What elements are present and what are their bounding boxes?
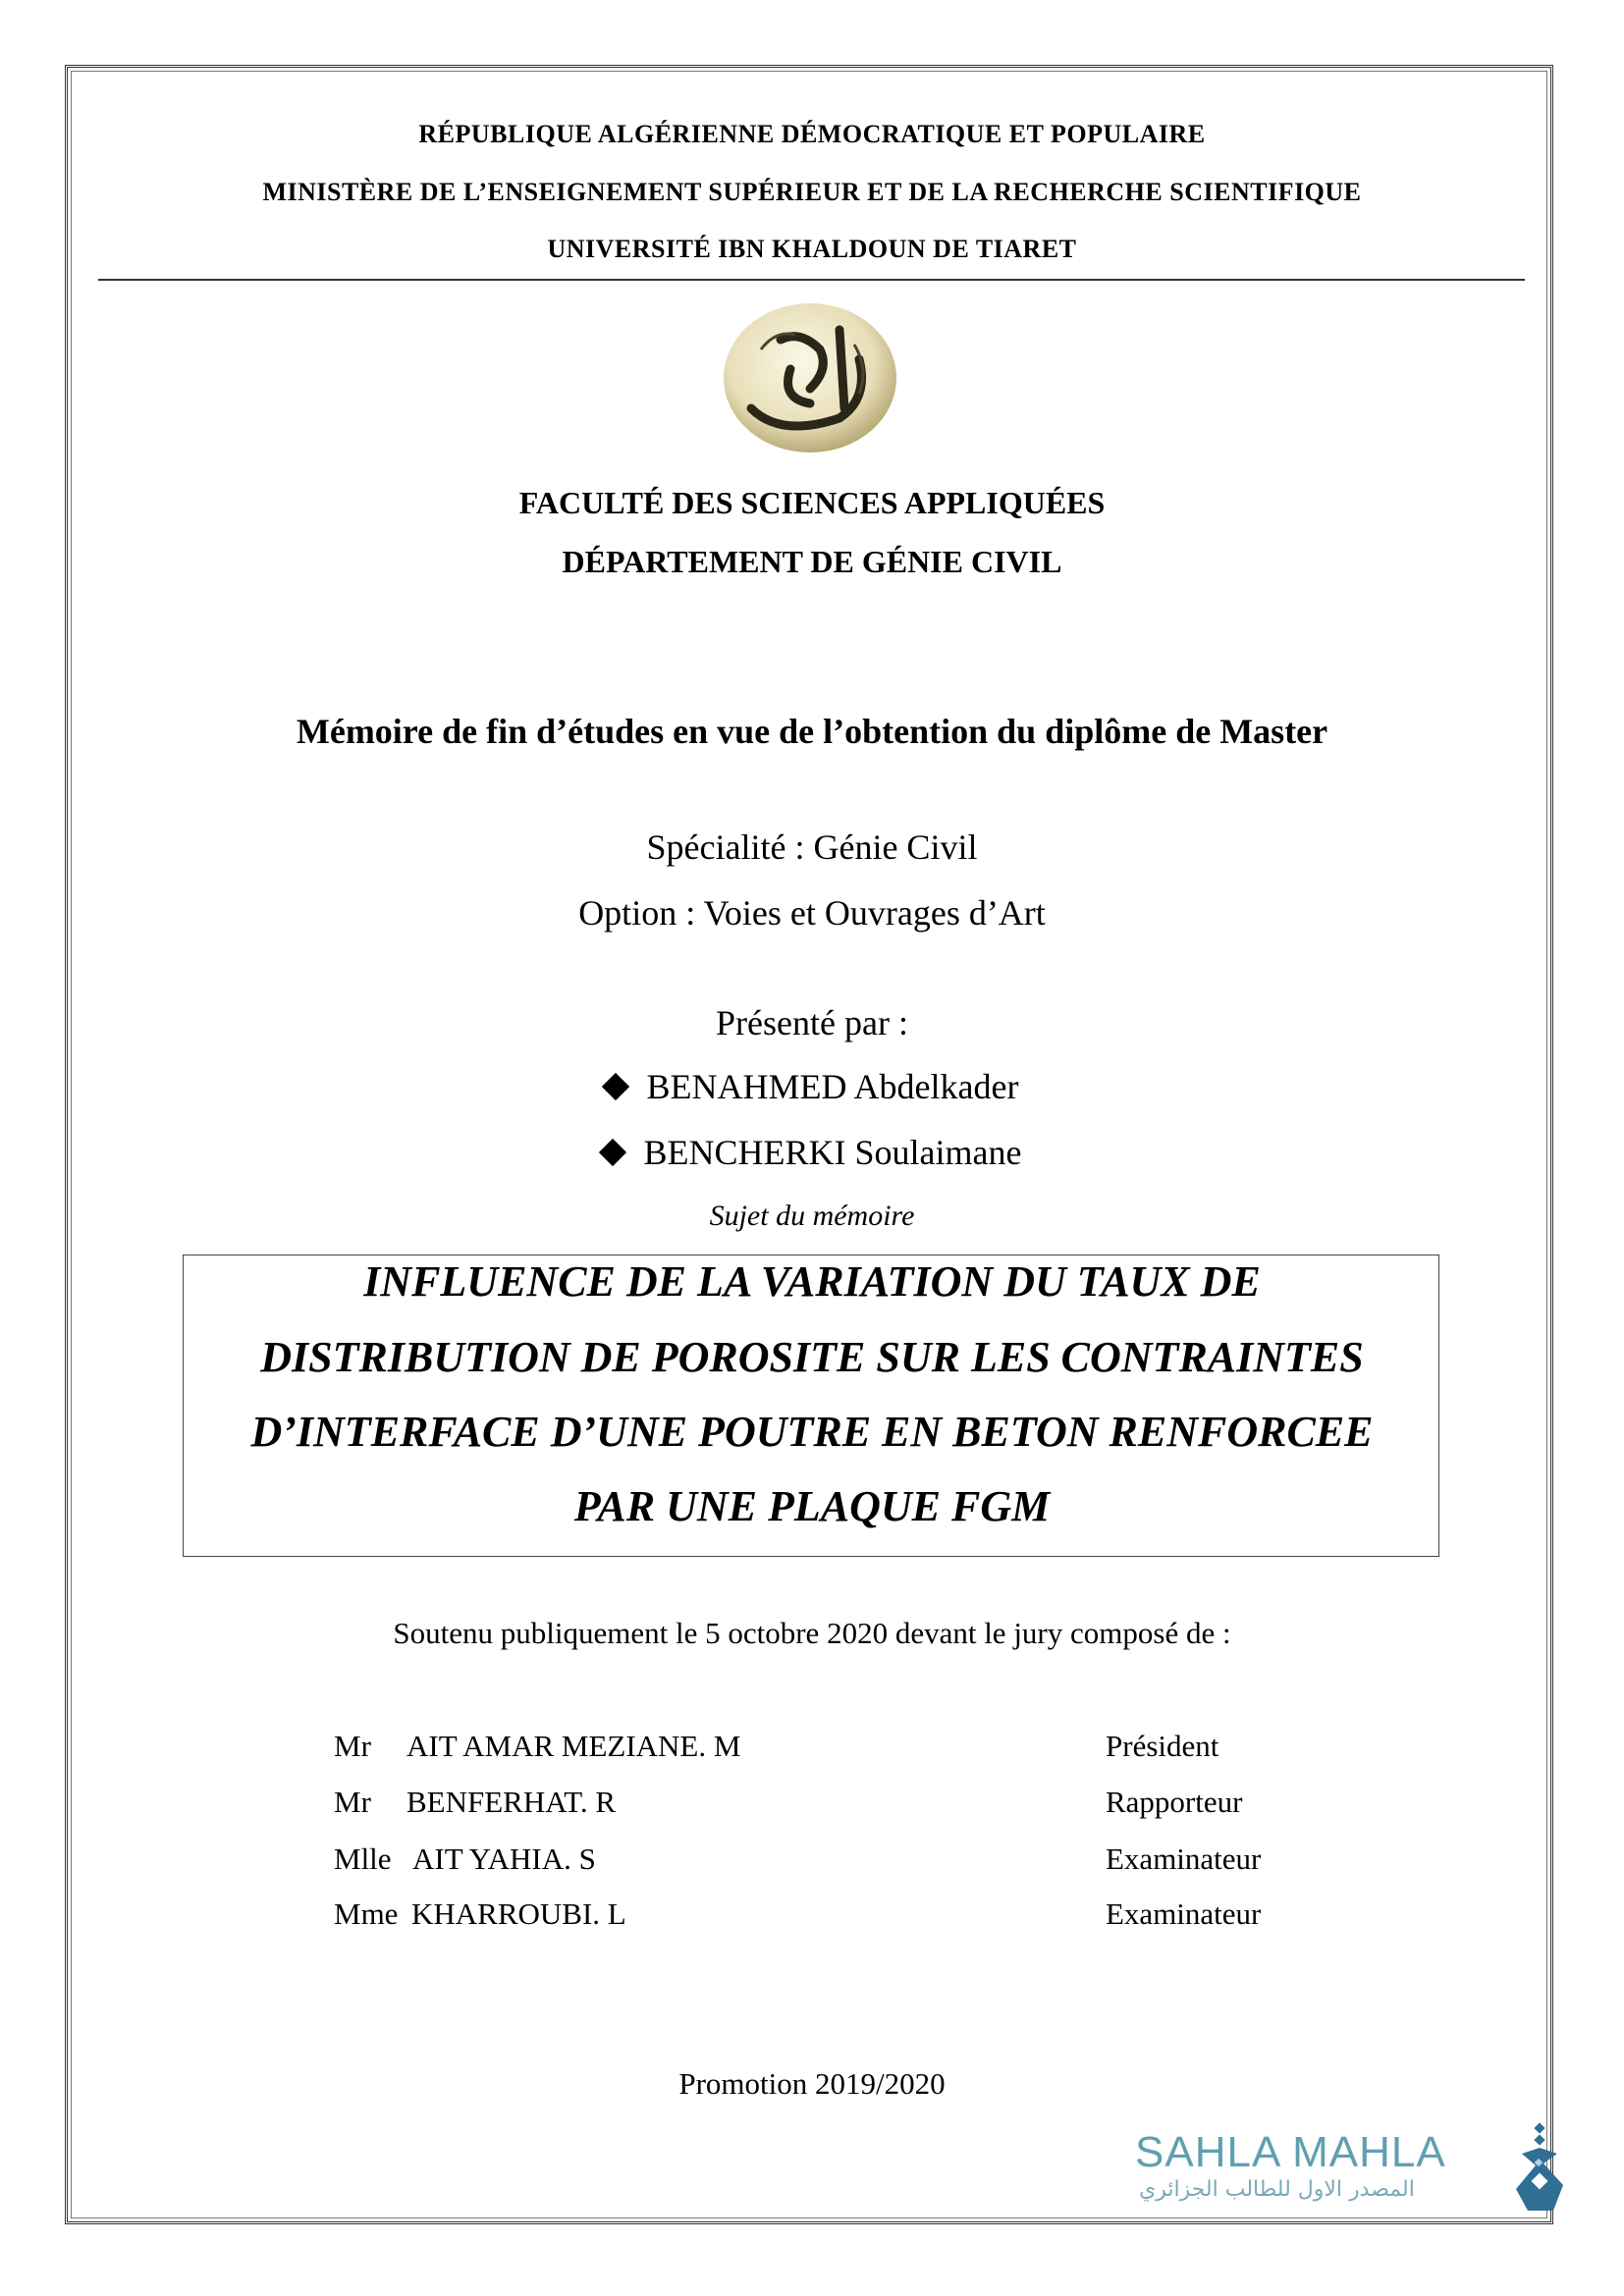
jury-civility: Mr (334, 1785, 371, 1819)
department-name: DÉPARTEMENT DE GÉNIE CIVIL (562, 544, 1062, 579)
diamond-bullet-icon (601, 1073, 628, 1100)
sahla-mahla-logo-icon (1508, 2120, 1577, 2218)
speciality: Spécialité : Génie Civil (646, 828, 978, 867)
thesis-title-line: D’INTERFACE D’UNE POUTRE EN BETON RENFORCEE (250, 1408, 1374, 1456)
thesis-title-line: INFLUENCE DE LA VARIATION DU TAUX DE (363, 1257, 1261, 1306)
header-ministry: MINISTÈRE DE L’ENSEIGNEMENT SUPÉRIEUR ET DE LA RECHERCHE SCIENTIFIQUE (262, 178, 1362, 206)
header-divider (98, 279, 1525, 281)
header-university: UNIVERSITÉ IBN KHALDOUN DE TIARET (547, 235, 1077, 263)
option: Option : Voies et Ouvrages d’Art (578, 893, 1046, 933)
jury-civility: Mme (334, 1896, 399, 1931)
watermark-brand: SAHLA MAHLA (1135, 2128, 1446, 2176)
watermark-tagline: المصدر الاول للطالب الجزائري (1139, 2177, 1415, 2202)
thesis-purpose: Mémoire de fin d’études en vue de l’obtention du diplôme de Master (296, 712, 1328, 751)
jury-name: AIT YAHIA. S (412, 1842, 596, 1876)
faculty-name: FACULTÉ DES SCIENCES APPLIQUÉES (518, 485, 1106, 520)
presented-by-label: Présenté par : (716, 1003, 908, 1042)
promotion: Promotion 2019/2020 (678, 2066, 946, 2101)
jury-civility: Mr (334, 1729, 371, 1763)
jury-name: BENFERHAT. R (406, 1785, 617, 1819)
jury-role: Rapporteur (1106, 1785, 1243, 1819)
jury-role: Président (1106, 1729, 1219, 1763)
jury-role: Examinateur (1106, 1842, 1262, 1876)
student-name: BENCHERKI Soulaimane (643, 1133, 1022, 1172)
student-name: BENAHMED Abdelkader (646, 1067, 1019, 1106)
jury-civility: Mlle (334, 1842, 392, 1876)
header-republic: RÉPUBLIQUE ALGÉRIENNE DÉMOCRATIQUE ET POPULAIRE (418, 120, 1206, 148)
defense-statement: Soutenu publiquement le 5 octobre 2020 devant le jury composé de : (393, 1616, 1231, 1650)
jury-name: AIT AMAR MEZIANE. M (406, 1729, 741, 1763)
university-logo (722, 300, 898, 455)
thesis-title-line: PAR UNE PLAQUE FGM (573, 1482, 1051, 1530)
subject-label: Sujet du mémoire (709, 1200, 915, 1232)
sahla-mahla-watermark (1135, 2120, 1577, 2218)
thesis-title-line: DISTRIBUTION DE POROSITE SUR LES CONTRAINTES (260, 1333, 1364, 1381)
diamond-bullet-icon (598, 1139, 625, 1166)
jury-role: Examinateur (1106, 1896, 1262, 1931)
student-1 (0, 1066, 1624, 1107)
jury-name: KHARROUBI. L (411, 1896, 626, 1931)
student-2 (0, 1132, 1624, 1173)
